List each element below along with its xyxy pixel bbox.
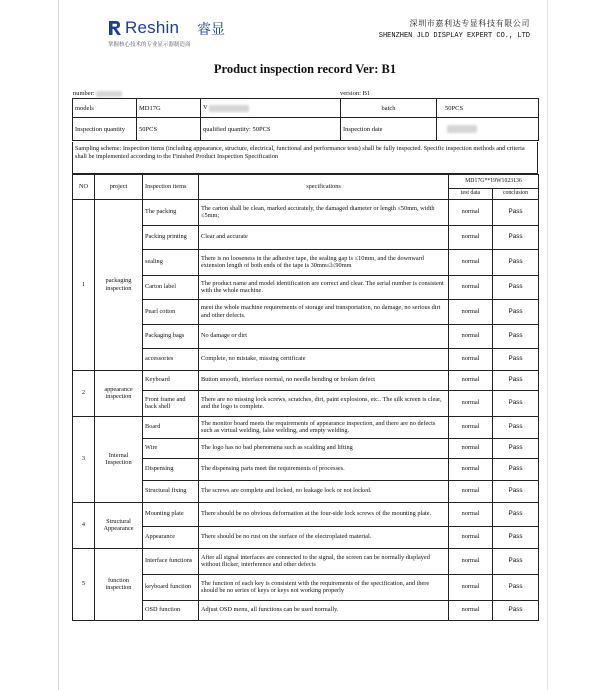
group-project: Internal Inspection bbox=[95, 416, 143, 502]
batch-label: batch bbox=[341, 99, 437, 118]
specification: The screws are complete and locked, no leakage lock or not locked. bbox=[199, 480, 449, 502]
version-label: version: bbox=[340, 90, 361, 97]
conclusion: Pass bbox=[493, 458, 539, 480]
number-field bbox=[73, 90, 122, 97]
conclusion: Pass bbox=[493, 370, 539, 390]
conclusion: Pass bbox=[493, 480, 539, 502]
group-project: appearance inspection bbox=[95, 370, 143, 416]
test-data: normal bbox=[449, 600, 493, 620]
inspection-row bbox=[73, 416, 539, 438]
qualified-quantity: qualified quantity: 50PCS bbox=[201, 118, 341, 141]
conclusion: Pass bbox=[493, 574, 539, 600]
inspection-quantity-label: Inspection quantity bbox=[73, 118, 137, 141]
inspection-item: Pearl cotton bbox=[143, 299, 199, 324]
inspection-row bbox=[73, 600, 539, 620]
header-specifications: specifications bbox=[199, 175, 449, 200]
conclusion: Pass bbox=[493, 600, 539, 620]
group-project: packaging inspection bbox=[95, 199, 143, 370]
product-info-table bbox=[72, 98, 539, 141]
inspection-item: keyboard function bbox=[143, 574, 199, 600]
group-project: function inspection bbox=[95, 548, 143, 620]
conclusion: Pass bbox=[493, 299, 539, 324]
test-data: normal bbox=[449, 548, 493, 574]
test-data: normal bbox=[449, 416, 493, 438]
specification: The dispensing parts meet the requirements of processes. bbox=[199, 458, 449, 480]
specification: After all signal interfaces are connected to the signal, the screen can be normally displayed without flicker, interference and other defects bbox=[199, 548, 449, 574]
specification: The logo has no bad phenomena such as scalding and lifting bbox=[199, 438, 449, 458]
inspection-row bbox=[73, 502, 539, 526]
brand-slogan: 掌握核心技术的专业显示器制造商 bbox=[108, 42, 191, 48]
header-project: project bbox=[95, 175, 143, 200]
document-title: Product inspection record Ver: B1 bbox=[213, 62, 397, 76]
inspection-row bbox=[73, 299, 539, 324]
specification: The product name and model identification are correct and clear. The serial number is consistent with the whole machine. bbox=[199, 275, 449, 299]
inspection-row bbox=[73, 348, 539, 370]
group-number: 1 bbox=[73, 199, 95, 370]
conclusion: Pass bbox=[493, 416, 539, 438]
reshin-logo-icon bbox=[108, 20, 122, 36]
conclusion: Pass bbox=[493, 275, 539, 299]
company-name-cn: 深圳市嘉利达专显科技有限公司 bbox=[409, 19, 530, 28]
header-serial-number: MD17G**19W1023136 bbox=[449, 175, 539, 189]
specification: The monitor board meets the requirements of appearance inspection, and there are no defects such as virtual welding, false welding, and empty welding. bbox=[199, 416, 449, 438]
group-number: 5 bbox=[73, 548, 95, 620]
specification: There should be no rust on the surface of the electroplated material. bbox=[199, 526, 449, 548]
conclusion: Pass bbox=[493, 249, 539, 275]
group-number: 4 bbox=[73, 502, 95, 548]
version-field bbox=[340, 90, 370, 97]
test-data: normal bbox=[449, 225, 493, 249]
test-data: normal bbox=[449, 348, 493, 370]
specification: The carton shall be clean, marked accurately, the damaged diameter or length ≤50mm, width ≤5mm; bbox=[199, 199, 449, 225]
conclusion: Pass bbox=[493, 324, 539, 348]
inspection-row bbox=[73, 480, 539, 502]
header-test-data: test data bbox=[449, 189, 493, 200]
sampling-scheme: Sampling scheme: Inspection items (including appearance, structure, electrical, functional and performance tests) shall be fully inspected. Specific inspection methods and criteria shall be implemented according to the Finished Product Inspection Specification bbox=[72, 142, 538, 174]
inspection-row bbox=[73, 390, 539, 416]
header-inspection-items: Inspection items bbox=[143, 175, 199, 200]
conclusion: Pass bbox=[493, 438, 539, 458]
specification: Complete, no mistake, missing certificate bbox=[199, 348, 449, 370]
inspection-quantity-value: 50PCS bbox=[137, 118, 201, 141]
specification: There are no missing lock screws, scratches, dirt, paint explosions, etc.. The silk screen is clear, and the logo is complete. bbox=[199, 390, 449, 416]
conclusion: Pass bbox=[493, 390, 539, 416]
inspection-item: Mounting plate bbox=[143, 502, 199, 526]
test-data: normal bbox=[449, 438, 493, 458]
specification: The function of each key is consistent with the requirements of the specification, and there should be no series of keys or keys not working properly bbox=[199, 574, 449, 600]
specification: There is no looseness in the adhesive tape, the sealing gap is ≤10mm, and the downward extension length of both ends of the tape is 30mm≤l≤90mm bbox=[199, 249, 449, 275]
header-conclusion: conclusion bbox=[493, 189, 539, 200]
inspection-item: Front frame and back shell bbox=[143, 390, 199, 416]
test-data: normal bbox=[449, 502, 493, 526]
inspection-row bbox=[73, 370, 539, 390]
inspection-item: OSD function bbox=[143, 600, 199, 620]
redacted-number bbox=[96, 91, 122, 97]
conclusion: Pass bbox=[493, 225, 539, 249]
inspection-row bbox=[73, 458, 539, 480]
company-header bbox=[379, 18, 530, 40]
specification: No damage or dirt bbox=[199, 324, 449, 348]
inspection-item: Packing printing bbox=[143, 225, 199, 249]
inspection-row bbox=[73, 548, 539, 574]
inspection-item: accessories bbox=[143, 348, 199, 370]
inspection-row bbox=[73, 249, 539, 275]
test-data: normal bbox=[449, 249, 493, 275]
test-data: normal bbox=[449, 324, 493, 348]
specification: Clear and accurate bbox=[199, 225, 449, 249]
test-data: normal bbox=[449, 390, 493, 416]
inspection-item: Packaging bags bbox=[143, 324, 199, 348]
brand-name: Reshin bbox=[125, 18, 180, 37]
inspection-item: Wire bbox=[143, 438, 199, 458]
redacted-inspection-date bbox=[437, 118, 539, 141]
test-data: normal bbox=[449, 458, 493, 480]
inspection-item: Structural fixing bbox=[143, 480, 199, 502]
inspection-item: sealing bbox=[143, 249, 199, 275]
inspection-item: The packing bbox=[143, 199, 199, 225]
conclusion: Pass bbox=[493, 502, 539, 526]
conclusion: Pass bbox=[493, 548, 539, 574]
inspection-item: Keyboard bbox=[143, 370, 199, 390]
test-data: normal bbox=[449, 526, 493, 548]
brand-name-cn: 睿显 bbox=[197, 22, 225, 38]
test-data: normal bbox=[449, 370, 493, 390]
header-no: NO bbox=[73, 175, 95, 200]
models-label: models bbox=[73, 99, 137, 118]
group-number: 3 bbox=[73, 416, 95, 502]
specification: Button smooth, interface normal, no needle bending or broken defect bbox=[199, 370, 449, 390]
inspection-row bbox=[73, 574, 539, 600]
inspection-item: Dispensing bbox=[143, 458, 199, 480]
models-value: MD17G bbox=[137, 99, 201, 118]
inspection-item: Appearance bbox=[143, 526, 199, 548]
inspection-item: Board bbox=[143, 416, 199, 438]
test-data: normal bbox=[449, 199, 493, 225]
inspection-date-label: Inspection date bbox=[341, 118, 437, 141]
specification: There should be no obvious deformation at the four-side lock screws of the mounting plate. bbox=[199, 502, 449, 526]
specification: meet the whole machine requirements of storage and transportation, no damage, no serious dirt and other defects. bbox=[199, 299, 449, 324]
company-name-en: SHENZHEN JLD DISPLAY EXPERT CO., LTD bbox=[378, 32, 530, 40]
inspection-row bbox=[73, 225, 539, 249]
conclusion: Pass bbox=[493, 526, 539, 548]
inspection-item: Carton label bbox=[143, 275, 199, 299]
group-number: 2 bbox=[73, 370, 95, 416]
test-data: normal bbox=[449, 275, 493, 299]
batch-value: 50PCS bbox=[437, 99, 539, 118]
conclusion: Pass bbox=[493, 348, 539, 370]
inspection-row bbox=[73, 199, 539, 225]
conclusion: Pass bbox=[493, 199, 539, 225]
test-data: normal bbox=[449, 299, 493, 324]
number-label: number: bbox=[73, 90, 95, 97]
version-value: B1 bbox=[362, 90, 371, 97]
redacted-model-code: V bbox=[201, 99, 341, 118]
inspection-row bbox=[73, 275, 539, 299]
inspection-row bbox=[73, 324, 539, 348]
page-edge-right bbox=[547, 0, 548, 690]
inspection-row bbox=[73, 438, 539, 458]
inspection-item: Interface functions bbox=[143, 548, 199, 574]
inspection-table bbox=[72, 174, 539, 621]
inspection-row bbox=[73, 526, 539, 548]
test-data: normal bbox=[449, 574, 493, 600]
page-edge-left bbox=[58, 0, 59, 690]
test-data: normal bbox=[449, 480, 493, 502]
group-project: Structural Appearance bbox=[95, 502, 143, 548]
specification: Adjust OSD menu, all functions can be used normally. bbox=[199, 600, 449, 620]
